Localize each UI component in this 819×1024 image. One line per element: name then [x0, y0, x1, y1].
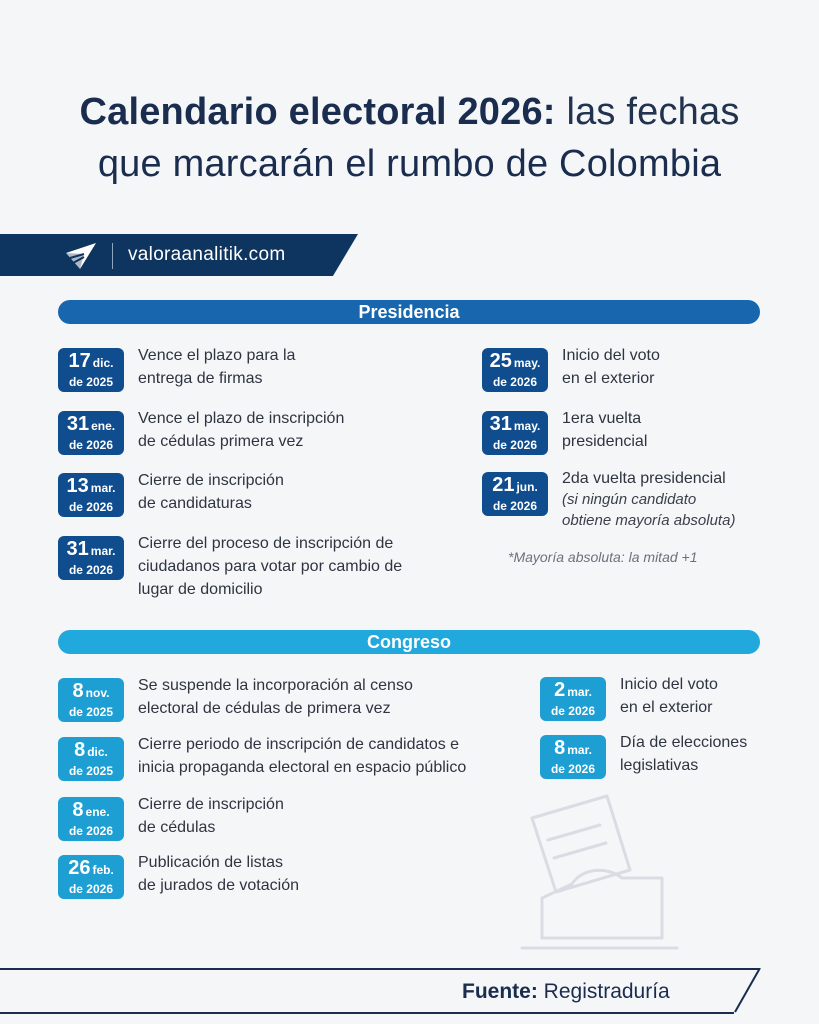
date-badge — [58, 348, 124, 392]
title-rest: las fechas — [566, 91, 740, 133]
badge-month: may. — [513, 356, 541, 370]
badge-month: mar. — [90, 481, 116, 495]
item-description — [562, 407, 647, 453]
desc-line: Vence el plazo para la — [138, 347, 296, 364]
badge-day: 2 — [554, 679, 566, 701]
date-badge — [540, 735, 606, 779]
desc-line: Inicio del voto — [562, 347, 660, 364]
desc-line: Cierre de inscripción — [138, 472, 284, 489]
desc-line: Cierre de inscripción — [138, 796, 284, 813]
desc-line: lugar de domicilio — [138, 581, 263, 598]
badge-month: mar. — [90, 544, 116, 558]
badge-year: de 2026 — [550, 762, 596, 776]
title-line-1 — [0, 86, 819, 138]
source-label: Fuente: — [462, 980, 538, 1003]
badge-day: 31 — [66, 413, 90, 435]
desc-line: presidencial — [562, 433, 648, 450]
badge-month: may. — [513, 419, 541, 433]
item-description — [138, 407, 344, 453]
badge-year: de 2025 — [68, 375, 114, 389]
desc-line: de jurados de votación — [138, 877, 299, 894]
desc-line: entrega de firmas — [138, 370, 263, 387]
date-badge — [482, 472, 548, 516]
desc-line: Vence el plazo de inscripción — [138, 410, 345, 427]
badge-day: 25 — [489, 350, 512, 372]
date-badge — [482, 348, 548, 392]
desc-line: en el exterior — [620, 699, 713, 716]
badge-year: de 2026 — [492, 438, 538, 452]
item-description — [562, 344, 660, 390]
item-description — [138, 851, 299, 897]
badge-month: dic. — [87, 745, 108, 759]
date-badge — [482, 411, 548, 455]
date-badge — [58, 473, 124, 517]
item-description — [138, 733, 466, 779]
item-description — [138, 469, 284, 515]
desc-note: (si ningún candidato — [562, 491, 697, 508]
ballot-box-icon — [512, 788, 682, 956]
badge-month: dic. — [92, 356, 114, 370]
desc-line: Cierre del proceso de inscripción de — [138, 535, 394, 552]
source-credit — [462, 980, 670, 1004]
desc-line: 2da vuelta presidencial — [562, 470, 726, 487]
desc-line: en el exterior — [562, 370, 655, 387]
desc-line: Se suspende la incorporación al censo — [138, 677, 413, 694]
badge-year: de 2025 — [68, 705, 114, 719]
footer-divider — [0, 968, 760, 970]
footer-bottom-divider — [0, 1012, 734, 1014]
section-presidencia: Presidencia — [58, 300, 760, 324]
item-description — [138, 793, 284, 839]
badge-month: nov. — [85, 686, 110, 700]
date-badge — [58, 536, 124, 580]
badge-day: 13 — [66, 475, 89, 497]
desc-line: legislativas — [620, 757, 699, 774]
badge-month: jun. — [516, 480, 538, 494]
badge-year: de 2026 — [492, 375, 538, 389]
brand-url[interactable]: valoraanalitik.com — [128, 244, 286, 265]
page-title — [0, 86, 819, 190]
badge-day: 31 — [489, 413, 512, 435]
badge-day: 17 — [68, 350, 91, 372]
desc-line: Cierre periodo de inscripción de candidatos e — [138, 736, 460, 753]
badge-year: de 2026 — [68, 882, 114, 896]
footnote: *Mayoría absoluta: la mitad +1 — [508, 549, 698, 565]
badge-day: 8 — [74, 739, 86, 761]
badge-year: de 2025 — [68, 764, 114, 778]
source-value: Registraduría — [543, 980, 670, 1003]
desc-line: de cédulas — [138, 819, 216, 836]
date-badge — [58, 737, 124, 781]
desc-line: Inicio del voto — [620, 676, 718, 693]
badge-year: de 2026 — [68, 438, 114, 452]
footer-slant — [733, 968, 763, 1014]
date-badge — [58, 855, 124, 899]
title-line-2: que marcarán el rumbo de Colombia — [97, 143, 722, 185]
badge-year: de 2026 — [550, 704, 596, 718]
item-description — [138, 532, 402, 601]
badge-day: 31 — [66, 538, 89, 560]
item-description — [562, 468, 735, 531]
section-congreso: Congreso — [58, 630, 760, 654]
date-badge — [540, 677, 606, 721]
desc-line: de candidaturas — [138, 495, 252, 512]
badge-day: 8 — [554, 737, 566, 759]
brand-separator — [112, 243, 113, 269]
desc-note: obtiene mayoría absoluta) — [562, 512, 736, 529]
item-description — [138, 674, 413, 720]
item-description — [138, 344, 295, 390]
badge-year: de 2026 — [68, 824, 114, 838]
badge-year: de 2026 — [68, 500, 114, 514]
desc-line: electoral de cédulas de primera vez — [138, 700, 391, 717]
desc-line: de cédulas primera vez — [138, 433, 304, 450]
desc-line: Publicación de listas — [138, 854, 283, 871]
badge-month: ene. — [91, 419, 116, 433]
desc-line: Día de elecciones — [620, 734, 748, 751]
item-description — [620, 731, 747, 777]
badge-month: mar. — [567, 743, 592, 757]
title-bold: Calendario electoral 2026: — [79, 91, 556, 133]
badge-day: 21 — [492, 474, 515, 496]
date-badge — [58, 678, 124, 722]
date-badge — [58, 411, 124, 455]
badge-day: 26 — [68, 857, 91, 879]
desc-line: 1era vuelta — [562, 410, 642, 427]
desc-line: ciudadanos para votar por cambio de — [138, 558, 403, 575]
date-badge — [58, 797, 124, 841]
badge-day: 8 — [72, 680, 84, 702]
badge-year: de 2026 — [492, 499, 538, 513]
desc-line: inicia propaganda electoral en espacio público — [138, 759, 467, 776]
item-description — [620, 673, 718, 719]
badge-month: ene. — [85, 805, 110, 819]
badge-month: feb. — [92, 863, 114, 877]
paper-plane-icon — [64, 241, 98, 271]
badge-month: mar. — [567, 685, 592, 699]
badge-day: 8 — [72, 799, 84, 821]
badge-year: de 2026 — [68, 563, 114, 577]
